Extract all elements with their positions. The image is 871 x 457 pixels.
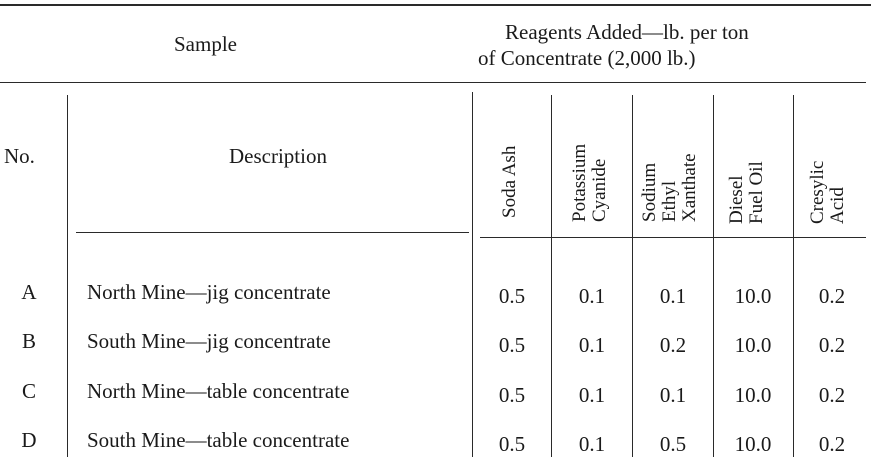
row-value: 0.1	[578, 333, 606, 357]
row-value: 0.2	[818, 383, 846, 407]
row-value: 0.5	[498, 284, 526, 308]
col3-divider	[713, 95, 714, 457]
reagents-heading-line2: of Concentrate (2,000 lb.)	[478, 46, 696, 70]
col-header-sodium-ethyl-xanthate: Sodium Ethyl Xanthate	[639, 153, 700, 222]
desc-divider	[472, 92, 473, 457]
row-value: 0.1	[659, 284, 687, 308]
row-value: 0.5	[498, 333, 526, 357]
row-no: C	[21, 379, 36, 403]
row-value: 0.2	[818, 432, 846, 456]
row-value: 0.5	[498, 432, 526, 456]
row-no: A	[21, 280, 37, 304]
row-no: D	[21, 428, 37, 452]
row-value: 10.0	[734, 383, 772, 407]
col-header-cresylic-acid: Cresylic Acid	[807, 160, 848, 224]
row-description: North Mine—jig concentrate	[87, 280, 331, 304]
row-value: 0.1	[578, 284, 606, 308]
row-description: South Mine—table concentrate	[87, 428, 350, 452]
description-underline	[76, 232, 469, 233]
reagents-heading-line1: Reagents Added—lb. per ton	[505, 20, 749, 44]
row-value: 0.5	[498, 383, 526, 407]
sample-heading: Sample	[174, 32, 237, 56]
row-value: 10.0	[734, 333, 772, 357]
col-header-potassium-cyanide: Potassium Cyanide	[569, 143, 610, 222]
row-value: 0.1	[578, 383, 606, 407]
no-heading: No.	[4, 144, 35, 168]
row-no: B	[21, 329, 36, 353]
row-description: South Mine—jig concentrate	[87, 329, 331, 353]
row-value: 10.0	[734, 432, 772, 456]
col2-divider	[632, 95, 633, 457]
col-header-diesel-fuel-oil: Diesel Fuel Oil	[726, 161, 767, 224]
row-value: 0.2	[818, 333, 846, 357]
col-header-soda-ash: Soda Ash	[499, 145, 520, 218]
row-description: North Mine—table concentrate	[87, 379, 350, 403]
no-divider	[67, 95, 68, 457]
col4-divider	[793, 95, 794, 457]
description-heading: Description	[229, 144, 327, 168]
columns-underline	[480, 237, 866, 238]
row-value: 0.1	[578, 432, 606, 456]
header-rule	[0, 82, 866, 83]
row-value: 0.2	[818, 284, 846, 308]
col1-divider	[551, 95, 552, 457]
row-value: 10.0	[734, 284, 772, 308]
top-rule	[0, 4, 871, 6]
row-value: 0.5	[659, 432, 687, 456]
row-value: 0.1	[659, 383, 687, 407]
row-value: 0.2	[659, 333, 687, 357]
